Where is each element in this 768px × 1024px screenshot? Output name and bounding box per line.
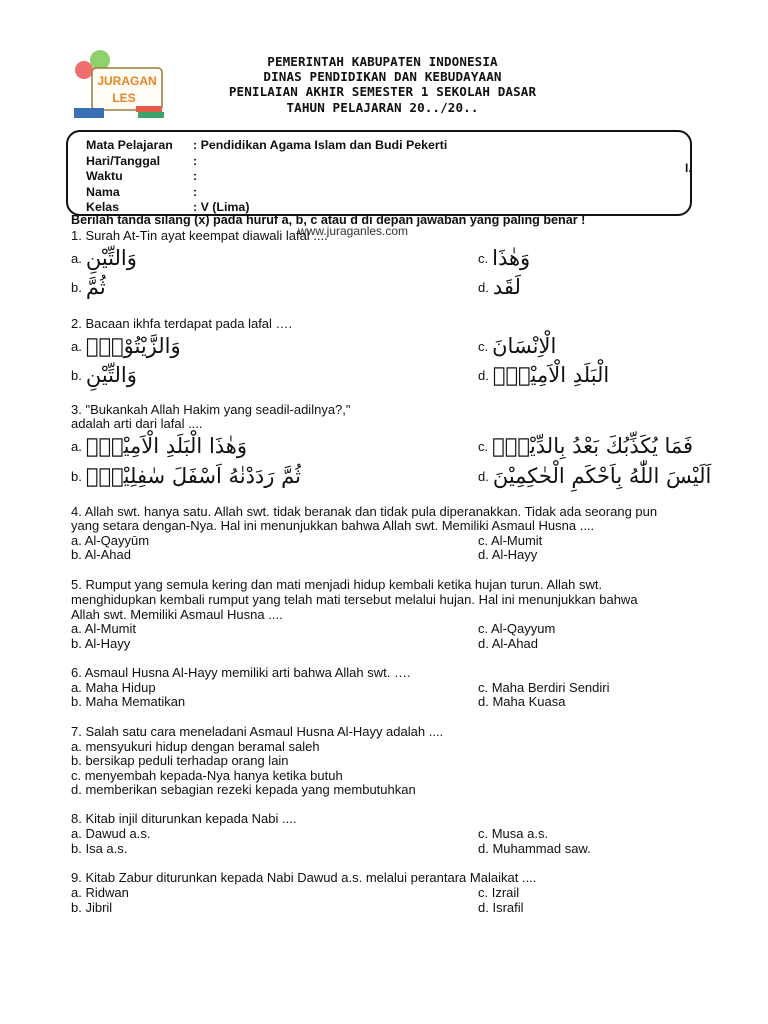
option-arabic: وَالتِّيْنِ: [85, 246, 137, 270]
option-9c: c. Izrail: [478, 885, 520, 900]
option-1d: [478, 275, 521, 299]
info-value: :: [193, 154, 198, 168]
option-arabic: الْبَلَدِ الْاَمِيْنِۙ: [492, 363, 610, 387]
option-arabic: فَمَا يُكَذِّبُكَ بَعْدُ بِالدِّيْنِۗ: [492, 434, 694, 458]
juragan-les-logo: [74, 48, 174, 120]
question-1: 1. Surah At-Tin ayat keempat diawali lafal ....: [71, 228, 328, 243]
question-5-line-2: menghidupkan kembali rumput yang telah mati tersebut melalui hujan. Hal ini menunjukkan bahwa: [71, 592, 638, 607]
info-label: Mata Pelajaran: [86, 138, 173, 152]
option-4c: c. Al-Mumit: [478, 533, 543, 548]
option-arabic: اَلَيْسَ اللّٰهُ بِاَحْكَمِ الْحٰكِمِيْنَ: [492, 464, 712, 488]
option-8a: a. Dawud a.s.: [71, 826, 151, 841]
option-letter: c.: [478, 251, 489, 266]
info-value: : Pendidikan Agama Islam dan Budi Pekerti: [193, 138, 448, 152]
option-arabic: ثُمَّ: [85, 275, 106, 299]
option-letter: d.: [478, 469, 489, 484]
option-1b: [71, 275, 106, 299]
info-label: Waktu: [86, 169, 123, 183]
option-6d: d. Maha Kuasa: [478, 694, 566, 709]
question-3-line-2: adalah arti dari lafal ....: [71, 416, 203, 431]
option-8c: c. Musa a.s.: [478, 826, 549, 841]
question-8: 8. Kitab injil diturunkan kepada Nabi ....: [71, 811, 297, 826]
info-value: :: [193, 185, 198, 199]
option-3c: [478, 434, 694, 458]
section-marker: I.: [685, 161, 692, 175]
question-5: 5. Rumput yang semula kering dan mati menjadi hidup kembali ketika hujan turun. Allah swt.: [71, 577, 603, 592]
option-8d: d. Muhammad saw.: [478, 841, 591, 856]
option-letter: c.: [478, 439, 489, 454]
option-letter: d.: [478, 280, 489, 295]
question-6: 6. Asmaul Husna Al-Hayy memiliki arti bahwa Allah swt. ….: [71, 665, 411, 680]
question-9: 9. Kitab Zabur diturunkan kepada Nabi Dawud a.s. melalui perantara Malaikat ....: [71, 870, 537, 885]
question-5-line-3: Allah swt. Memiliki Asmaul Husna ....: [71, 607, 283, 622]
option-2c: [478, 334, 557, 358]
option-arabic: الْاِنْسَانَ: [492, 334, 557, 358]
option-2d: [478, 363, 610, 387]
option-arabic: وَهٰذَا الْبَلَدِ الْاَمِيْنِۙ: [85, 434, 248, 458]
option-5c: c. Al-Qayyum: [478, 621, 556, 636]
question-4: 4. Allah swt. hanya satu. Allah swt. tidak beranak dan tidak pula diperanakkan. Tidak ada seorang pun: [71, 504, 658, 519]
logo-books: [74, 108, 104, 118]
option-6a: a. Maha Hidup: [71, 680, 156, 695]
info-label: Hari/Tanggal: [86, 154, 161, 168]
option-1c: [478, 246, 531, 270]
option-6b: b. Maha Mematikan: [71, 694, 186, 709]
logo-book-green: [138, 112, 164, 118]
info-label: Nama: [86, 185, 120, 199]
info-value: :: [193, 169, 198, 183]
document-header: [180, 54, 585, 115]
option-letter: b.: [71, 280, 82, 295]
option-arabic: ثُمَّ رَدَدْنٰهُ اَسْفَلَ سٰفِلِيْنَۙ: [85, 464, 301, 488]
watermark: www.juraganles.com: [298, 224, 409, 238]
option-letter: d.: [478, 368, 489, 383]
option-5d: d. Al-Ahad: [478, 636, 538, 651]
question-3: 3. "Bukankah Allah Hakim yang seadil-adilnya?,": [71, 402, 351, 417]
option-8b: b. Isa a.s.: [71, 841, 128, 856]
option-1a: [71, 246, 137, 270]
option-9b: b. Jibril: [71, 900, 113, 915]
option-arabic: وَالتِّيْنِ: [85, 363, 137, 387]
logo-text-2: LES: [112, 91, 136, 105]
option-7a: a. mensyukuri hidup dengan beramal saleh: [71, 739, 320, 754]
logo-book-red: [136, 106, 162, 112]
info-value: : V (Lima): [193, 200, 250, 214]
question-2: 2. Bacaan ikhfa terdapat pada lafal ….: [71, 316, 293, 331]
option-arabic: وَهٰذَا: [492, 246, 531, 270]
option-3b: [71, 464, 301, 488]
option-letter: a.: [71, 339, 82, 354]
option-2a: [71, 334, 181, 358]
question-7: 7. Salah satu cara meneladani Asmaul Husna Al-Hayy adalah ....: [71, 724, 444, 739]
option-7b: b. bersikap peduli terhadap orang lain: [71, 753, 289, 768]
info-label: Kelas: [86, 200, 120, 214]
option-3a: [71, 434, 248, 458]
balloon-red: [75, 61, 93, 79]
option-5b: b. Al-Hayy: [71, 636, 131, 651]
header-line-year: TAHUN PELAJARAN 20../20..: [286, 99, 479, 115]
option-7c: c. menyembah kepada-Nya hanya ketika butuh: [71, 768, 343, 783]
option-4a: a. Al-Qayyūm: [71, 533, 150, 548]
option-letter: b.: [71, 368, 82, 383]
option-letter: a.: [71, 251, 82, 266]
option-4b: b. Al-Ahad: [71, 547, 131, 562]
option-3d: [478, 464, 712, 488]
header-line-agency: DINAS PENDIDIKAN DAN KEBUDAYAAN: [263, 69, 502, 85]
option-2b: [71, 363, 137, 387]
option-letter: b.: [71, 469, 82, 484]
question-4-line-2: yang setara dengan-Nya. Hal ini menunjukkan bahwa Allah swt. Memiliki Asmaul Husna ....: [71, 518, 595, 533]
option-9d: d. Israfil: [478, 900, 524, 915]
option-arabic: وَالزَّيْتُوْنِۙ: [85, 334, 181, 358]
header-line-government: PEMERINTAH KABUPATEN INDONESIA: [267, 54, 498, 69]
option-5a: a. Al-Mumit: [71, 621, 137, 636]
option-6c: c. Maha Berdiri Sendiri: [478, 680, 610, 695]
header-line-exam: PENILAIAN AKHIR SEMESTER 1 SEKOLAH DASAR: [228, 84, 537, 100]
option-9a: a. Ridwan: [71, 885, 129, 900]
option-letter: a.: [71, 439, 82, 454]
option-4d: d. Al-Hayy: [478, 547, 538, 562]
balloon-green: [90, 50, 110, 70]
option-arabic: لَقَد: [492, 275, 521, 299]
option-7d: d. memberikan sebagian rezeki kepada yang membutuhkan: [71, 782, 416, 797]
instruction-text: Berilah tanda silang (x) pada huruf a, b, c atau d di depan jawaban yang paling benar !: [71, 213, 586, 227]
logo-text-1: JURAGAN: [97, 74, 157, 88]
option-letter: c.: [478, 339, 489, 354]
